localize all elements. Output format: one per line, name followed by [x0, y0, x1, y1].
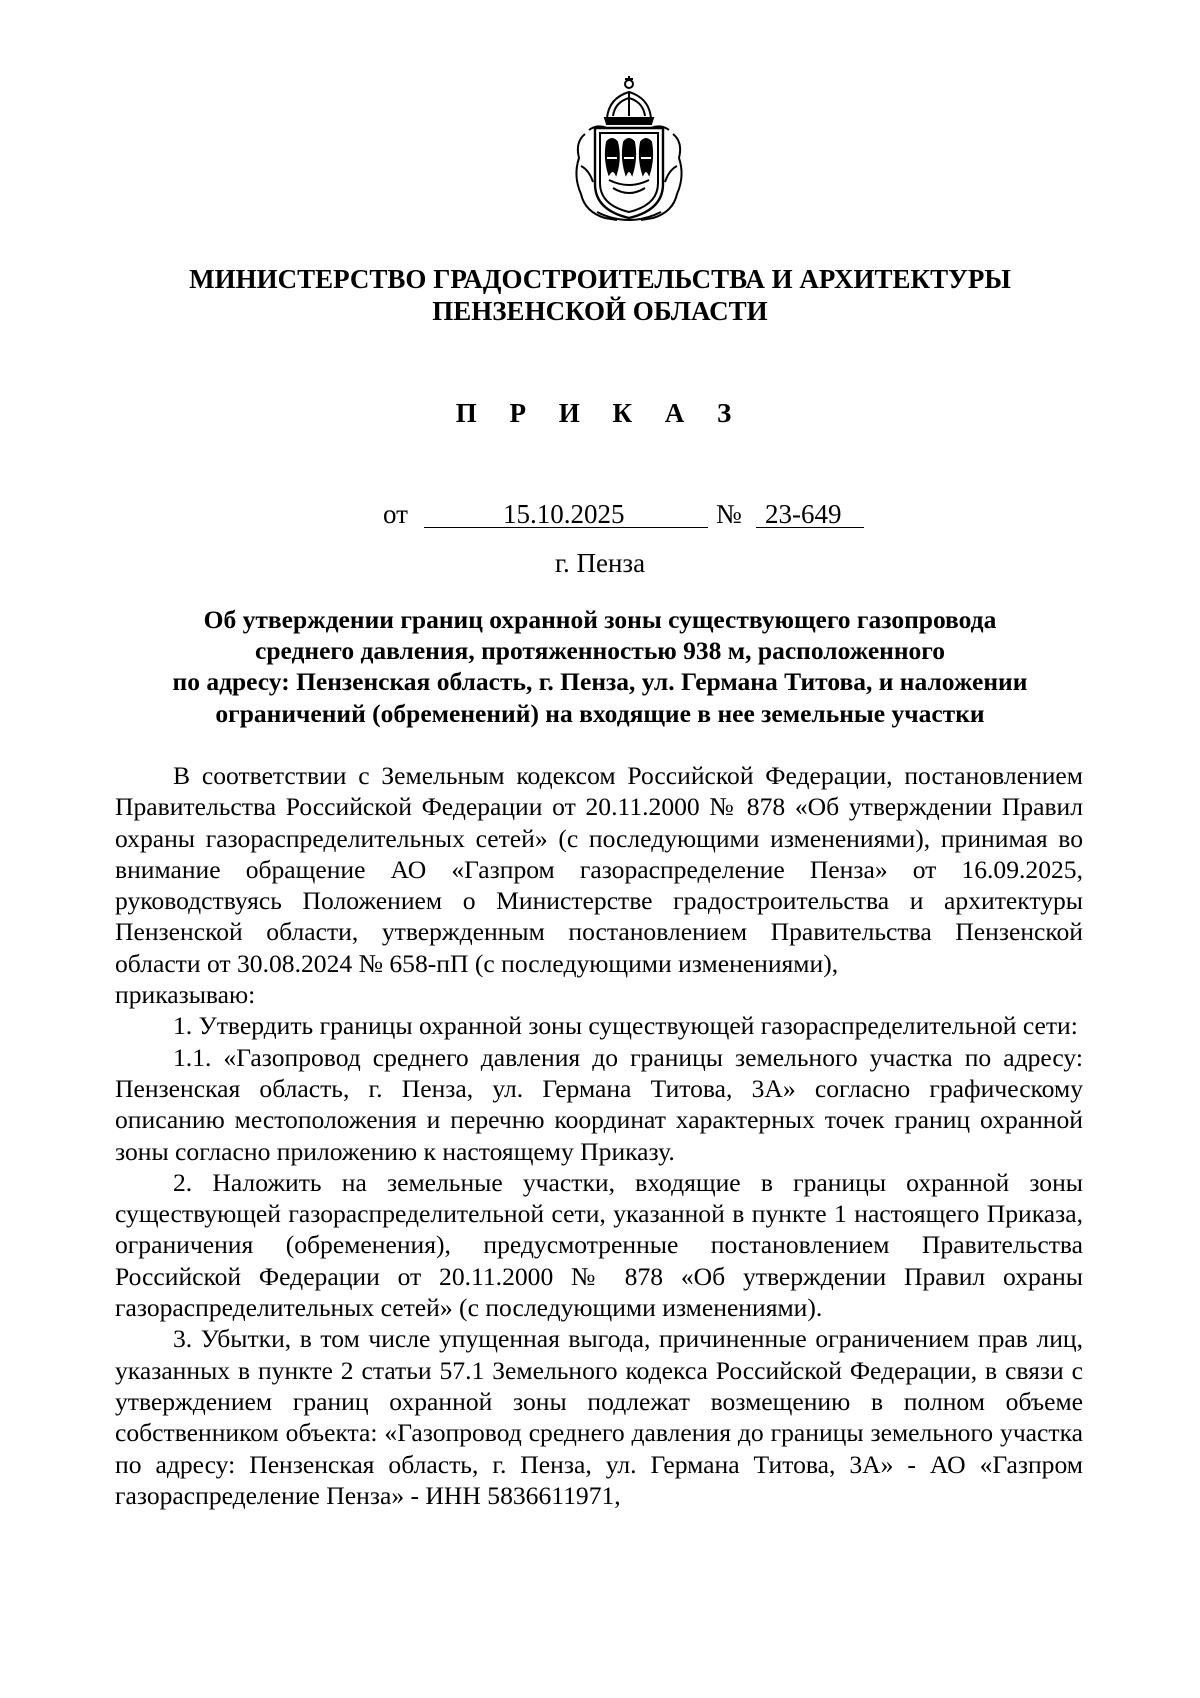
intro-paragraph: В соответствии с Земельным кодексом Российской Федерации, постановлением Правительства Российской Федерации от 20.11.2000 № 878 «Об утверждении Правил охраны газораспределительных сетей» (с последующими изменениями), принимая во внимание обращение АО «Газпром газораспределение Пенза» от 16.09.2025, руководствуясь Положением о Министерстве градостроительства и архитектуры Пензенской области, утвержденным постановлением Правительства Пензенской области от 30.08.2024 № 658-пП (с последующими изменениями), — [115, 761, 1083, 978]
ministry-line-1: МИНИСТЕРСТВО ГРАДОСТРОИТЕЛЬСТВА И АРХИТЕКТУРЫ — [189, 264, 1011, 294]
number-prefix: № — [716, 499, 742, 529]
item-1-1: 1.1. «Газопровод среднего давления до границы земельного участка по адресу: Пензенская область, г. Пенза, ул. Германа Титова, 3А» согласно графическому описанию местоположения и перечню координат характерных точек границ охранной зоны согласно приложению к настоящему Приказу. — [115, 1042, 1083, 1166]
item-3: 3. Убытки, в том числе упущенная выгода, причиненные ограничением прав лиц, указанных в пункте 2 статьи 57.1 Земельного кодекса Российской Федерации, в связи с утверждением границ охранной зоны подлежат возмещению в полном объеме собственником объекта: «Газопровод среднего давления до границы земельного участка по адресу: Пензенская область, г. Пенза, ул. Германа Титова, 3А» - АО «Газпром газораспределение Пенза» - ИНН 5836611971, — [115, 1324, 1083, 1510]
subject-line-4: ограничений (обременений) на входящие в нее земельные участки — [215, 698, 985, 728]
date-prefix: от — [383, 499, 408, 529]
document-type: П Р И К А З — [455, 398, 745, 428]
order-date: 15.10.2025 — [503, 499, 625, 529]
order-subject — [0, 604, 1200, 729]
command-word: приказываю: — [115, 980, 256, 1010]
subject-line-3: по адресу: Пензенская область, г. Пенза, ул. Германа Титова, и наложении — [172, 667, 1028, 697]
order-body — [115, 760, 1083, 1511]
city: г. Пенза — [554, 548, 646, 578]
number-underline — [756, 527, 864, 528]
ministry-name — [0, 263, 1200, 327]
item-2: 2. Наложить на земельные участки, входящие в границы охранной зоны существующей газораспределительной сети, указанной в пункте 1 настоящего Приказа, ограничения (обременения), предусмотренные постановлением Правительства Российской Федерации от 20.11.2000 № 878 «Об утверждении Правил охраны газораспределительных сетей» (с последующими изменениями). — [115, 1167, 1083, 1323]
ministry-line-2: ПЕНЗЕНСКОЙ ОБЛАСТИ — [432, 296, 768, 326]
penza-coat-of-arms-icon — [567, 72, 691, 224]
order-number: 23-649 — [765, 499, 842, 529]
subject-line-1: Об утверждении границ охранной зоны существующего газопровода — [203, 605, 997, 634]
subject-line-2: среднего давления, протяженностью 938 м, расположенного — [255, 636, 945, 666]
item-1: 1. Утвердить границы охранной зоны существующей газораспределительной сети: — [173, 1011, 1078, 1041]
date-underline — [424, 527, 708, 528]
